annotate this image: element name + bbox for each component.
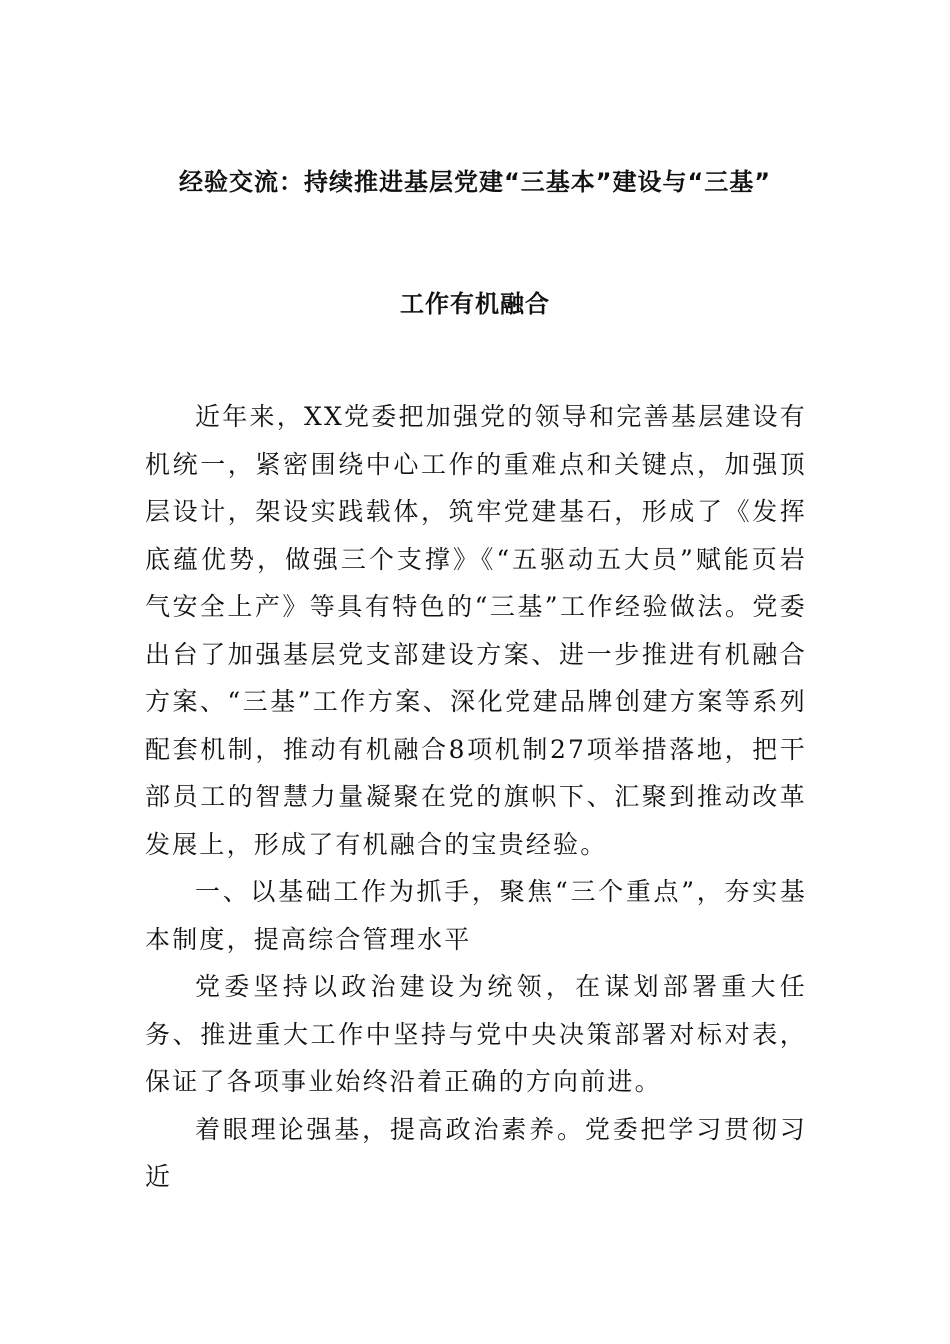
document-title-line-1: 经验交流：持续推进基层党建“三基本”建设与“三基” xyxy=(178,168,772,196)
document-title-line-2: 工作有机融合 xyxy=(400,290,550,318)
paragraph-theory: 着眼理论强基，提高政治素养。党委把学习贯彻习近 xyxy=(145,1114,807,1191)
document-body xyxy=(145,393,807,1201)
paragraph-political-building: 党委坚持以政治建设为统领，在谋划部署重大任务、推进重大工作中坚持与党中央决策部署对标对表，保证了各项事业始终沿着正确的方向前进。 xyxy=(145,972,807,1096)
paragraph-intro: 近年来，XX党委把加强党的领导和完善基层建设有机统一，紧密围绕中心工作的重难点和关键点，加强顶层设计，架设实践载体，筑牢党建基石，形成了《发挥底蕴优势，做强三个支撑》《“五驱动五大员”赋能页岩气安全上产》等具有特色的“三基”工作经验做法。党委出台了加强基层党支部建设方案、进一步推进有机融合方案、“三基”工作方案、深化党建品牌创建方案等系列配套机制，推动有机融合8项机制27项举措落地，把干部员工的智慧力量凝聚在党的旗帜下、汇聚到推动改革发展上，形成了有机融合的宝贵经验。 xyxy=(145,402,807,859)
section-heading-1: 一、以基础工作为抓手，聚焦“三个重点”，夯实基本制度，提高综合管理水平 xyxy=(145,877,807,954)
